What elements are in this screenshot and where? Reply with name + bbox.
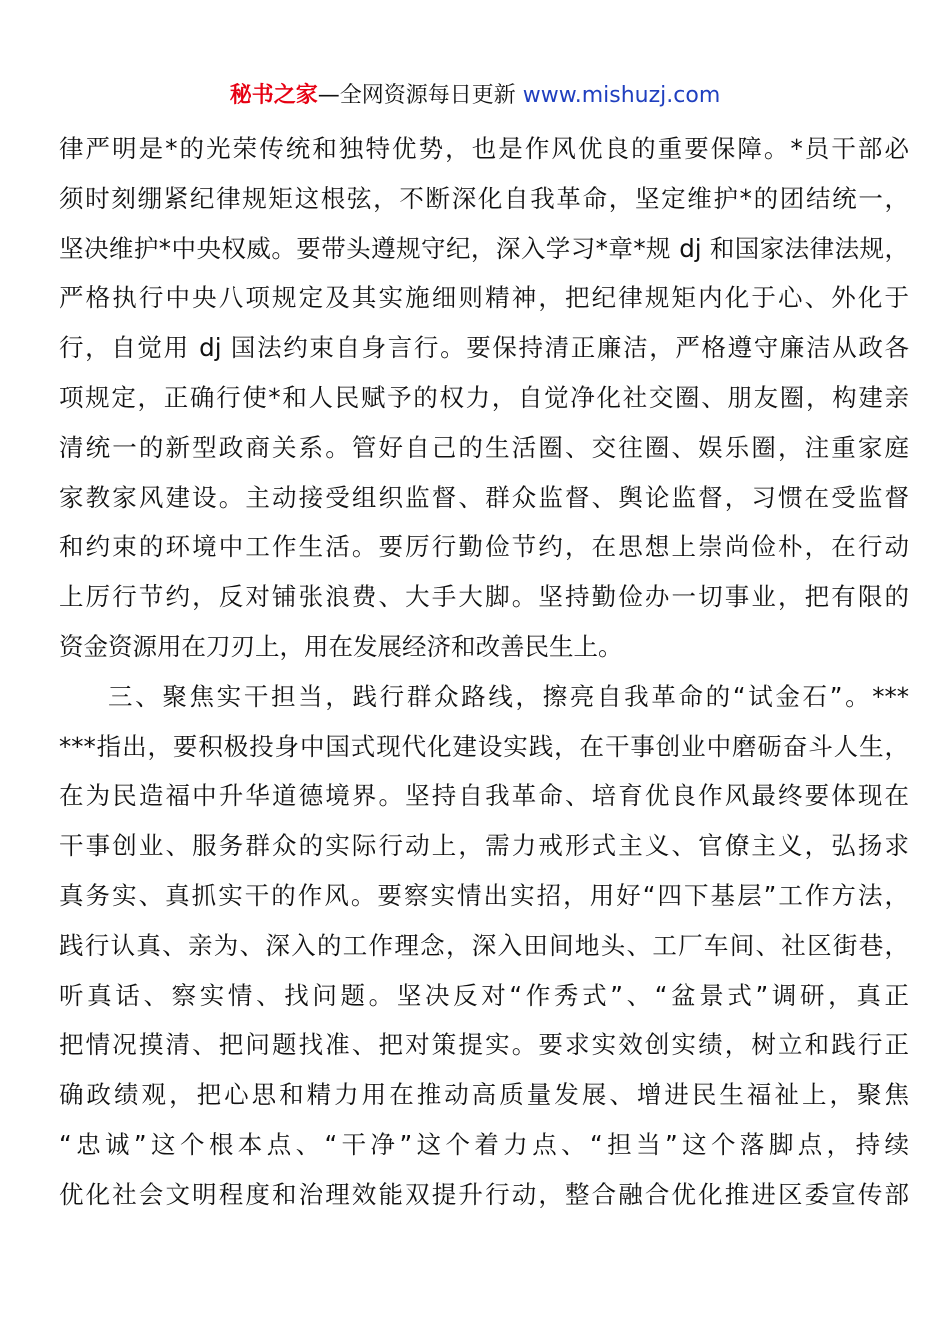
text-line: 严格执行中央八项规定及其实施细则精神，把纪律规矩内化于心、外化于 — [59, 283, 909, 313]
text-line: 和约束的环境中工作生活。要厉行勤俭节约，在思想上崇尚俭朴，在行动 — [59, 532, 909, 562]
text-line: 把情况摸清、把问题找准、把对策提实。要求实效创实绩，树立和践行正 — [59, 1030, 909, 1060]
page-header — [0, 80, 950, 112]
body-text — [59, 124, 909, 1220]
text-line: 干事创业、服务群众的实际行动上，需力戒形式主义、官僚主义，弘扬求 — [59, 831, 909, 861]
text-line: 资金资源用在刀刃上，用在发展经济和改善民生上。 — [59, 631, 623, 661]
text-line: 确政绩观，把心思和精力用在推动高质量发展、增进民生福祉上，聚焦 — [59, 1080, 909, 1110]
section-heading-line: 三、聚焦实干担当，践行群众路线，擦亮自我革命的“试金石”。*** — [108, 681, 909, 711]
text-line: ***指出，要积极投身中国式现代化建设实践，在干事创业中磨砺奋斗人生， — [59, 731, 909, 761]
text-line: 项规定，正确行使*和人民赋予的权力，自觉净化社交圈、朋友圈，构建亲 — [59, 382, 909, 412]
text-line: “忠诚”这个根本点、“干净”这个着力点、“担当”这个落脚点，持续 — [59, 1129, 909, 1159]
text-line: 听真话、察实情、找问题。坚决反对“作秀式”、“盆景式”调研，真正 — [59, 980, 909, 1010]
text-line: 家教家风建设。主动接受组织监督、群众监督、舆论监督，习惯在受监督 — [59, 482, 909, 512]
header-brand: 秘书之家 — [229, 83, 318, 108]
paragraph — [59, 124, 909, 672]
text-line: 优化社会文明程度和治理效能双提升行动，整合融合优化推进区委宣传部 — [59, 1179, 909, 1209]
text-line: 清统一的新型政商关系。管好自己的生活圈、交往圈、娱乐圈，注重家庭 — [59, 432, 909, 462]
text-line: 律严明是*的光荣传统和独特优势，也是作风优良的重要保障。*员干部必 — [59, 134, 909, 163]
text-line: 真务实、真抓实干的作风。要察实情出实招，用好“四下基层”工作方法， — [59, 880, 909, 910]
text-line: 践行认真、亲为、深入的工作理念，深入田间地头、工厂车间、社区街巷， — [59, 930, 909, 960]
text-line: 在为民造福中升华道德境界。坚持自我革命、培育优良作风最终要体现在 — [59, 781, 909, 811]
text-line: 须时刻绷紧纪律规矩这根弦，不断深化自我革命，坚定维护*的团结统一， — [59, 183, 909, 213]
header-url-link[interactable]: www.mishuzj.com — [522, 83, 721, 108]
text-line: 行，自觉用 dj 国法约束自身言行。要保持清正廉洁，严格遵守廉洁从政各 — [59, 333, 909, 363]
paragraph — [59, 672, 909, 1220]
text-line: 上厉行节约，反对铺张浪费、大手大脚。坚持勤俭办一切事业，把有限的 — [59, 582, 909, 612]
text-line: 坚决维护*中央权威。要带头遵规守纪，深入学习*章*规 dj 和国家法律法规， — [59, 233, 909, 263]
header-tagline: —全网资源每日更新 — [317, 83, 523, 108]
